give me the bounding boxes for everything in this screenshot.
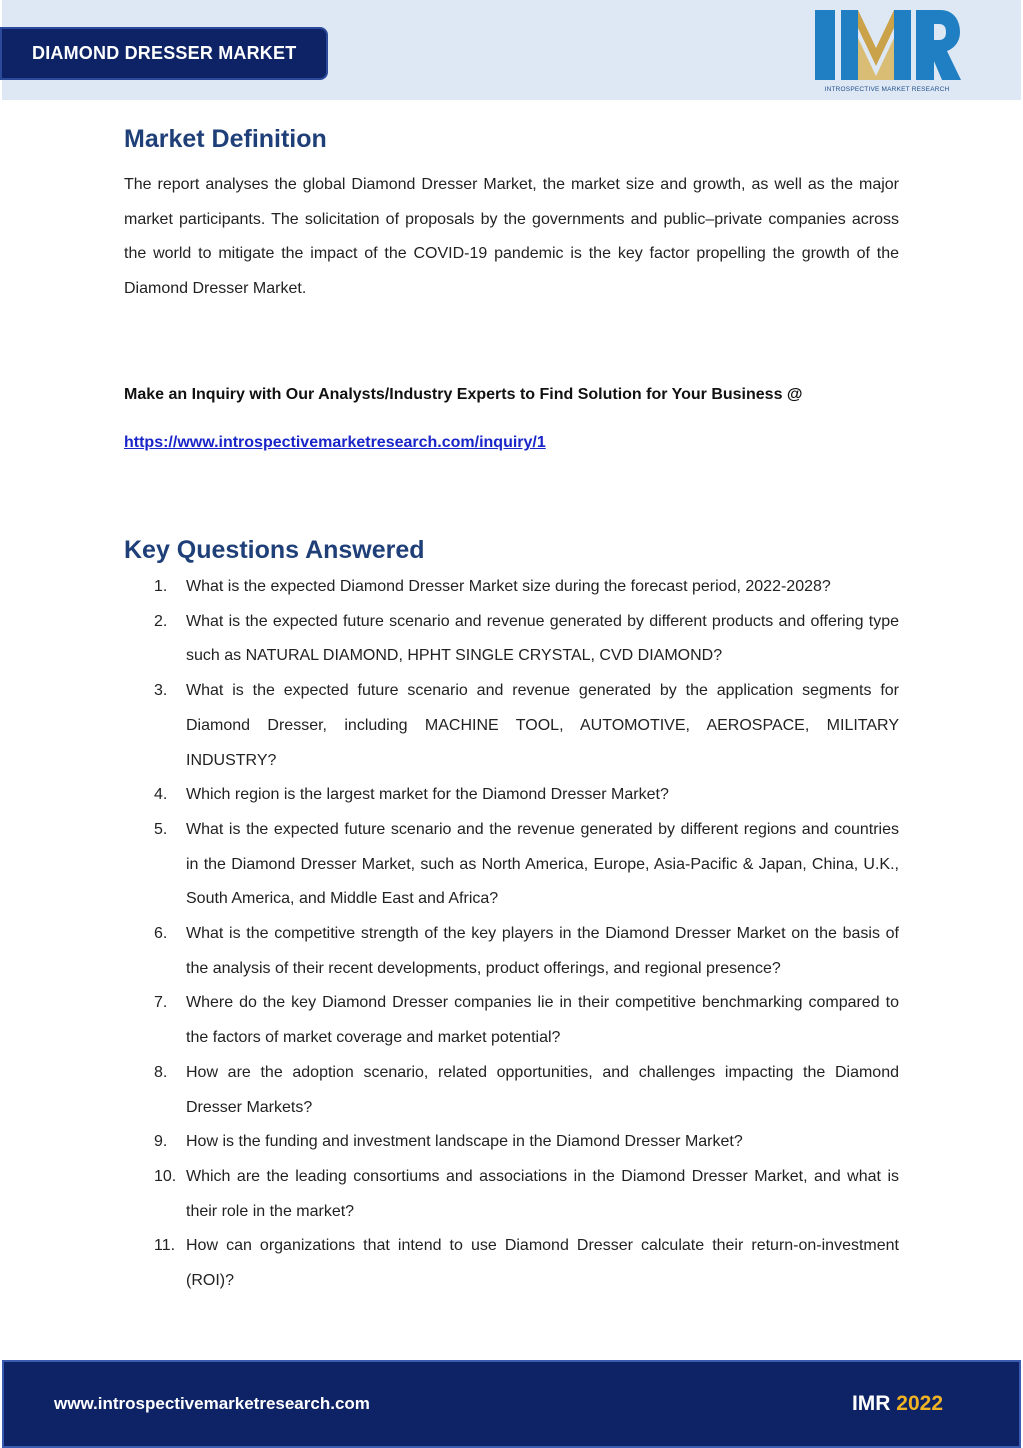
market-definition-body: The report analyses the global Diamond Dresser Market, the market size and growth, as well as the major market participants. The solicitation of proposals by the governments and public–private companies across the world to mitigate the impact of the COVID-19 pandemic is the key factor propelling the growth of the Diamond Dresser Market. — [124, 176, 899, 298]
list-item-number: 3. — [154, 682, 168, 700]
list-item — [124, 1229, 899, 1298]
list-item-number: 5. — [154, 820, 168, 838]
list-item-number: 8. — [154, 1063, 168, 1081]
list-item — [124, 917, 899, 986]
list-item — [124, 813, 899, 917]
list-item-number: 7. — [154, 994, 168, 1012]
list-item — [124, 1160, 899, 1229]
list-item-text: How are the adoption scenario, related opportunities, and challenges impacting the Diamond Dresser Markets? — [186, 1063, 899, 1116]
list-item-text: How is the funding and investment landscape in the Diamond Dresser Market? — [186, 1133, 743, 1151]
list-item — [124, 1125, 899, 1160]
imr-logo-mark — [812, 8, 962, 88]
list-item-text: Where do the key Diamond Dresser companies lie in their competitive benchmarking compared to the factors of market coverage and market potential? — [186, 994, 899, 1047]
list-item — [124, 570, 899, 605]
document-title-badge — [0, 27, 328, 80]
list-item — [124, 605, 899, 674]
list-item — [124, 778, 899, 813]
list-item-number: 2. — [154, 612, 168, 630]
list-item — [124, 674, 899, 778]
list-item-text: What is the expected future scenario and revenue generated by the application segments for Diamond Dresser, including MACHINE TOOL, AUTOMOTIVE, AEROSPACE, MILITARY INDUSTRY? — [186, 682, 899, 769]
imr-logo — [812, 8, 962, 96]
list-item-text: Which region is the largest market for the Diamond Dresser Market? — [186, 786, 669, 804]
list-item-text: Which are the leading consortiums and associations in the Diamond Dresser Market, and what is their role in the market? — [186, 1167, 899, 1220]
inquiry-text: Make an Inquiry with Our Analysts/Industry Experts to Find Solution for Your Business @ — [124, 386, 803, 403]
list-item — [124, 986, 899, 1055]
list-item-number: 11. — [154, 1237, 176, 1255]
inquiry-link[interactable]: https://www.introspectivemarketresearch.com/inquiry/1 — [124, 434, 546, 451]
market-definition-heading: Market Definition — [124, 125, 327, 153]
list-item-number: 6. — [154, 925, 168, 943]
footer-bar — [2, 1360, 1021, 1448]
list-item-text: What is the competitive strength of the key players in the Diamond Dresser Market on the basis of the analysis of their recent developments, product offerings, and regional presence? — [186, 925, 899, 977]
list-item — [124, 1056, 899, 1125]
list-item-number: 1. — [154, 578, 168, 595]
list-item-text: What is the expected Diamond Dresser Market size during the forecast period, 2022-2028? — [186, 578, 831, 595]
list-item-number: 9. — [154, 1133, 168, 1151]
list-item-text: What is the expected future scenario and the revenue generated by different regions and countries in the Diamond Dresser Market, such as North America, Europe, Asia-Pacific & Japan, China, U.K., South America, and Middle East and Africa? — [186, 820, 899, 908]
list-item-number: 4. — [154, 786, 168, 804]
footer-website-link[interactable]: www.introspectivemarketresearch.com — [54, 1394, 370, 1413]
list-item-number: 10. — [154, 1167, 177, 1185]
key-questions-heading: Key Questions Answered — [124, 536, 425, 564]
key-questions-list — [124, 570, 899, 1299]
footer-year: 2022 — [896, 1392, 943, 1415]
footer-brand — [852, 1392, 943, 1416]
document-title: DIAMOND DRESSER MARKET — [32, 43, 297, 63]
footer-brand-name: IMR — [851, 1392, 891, 1415]
list-item-text: How can organizations that intend to use Diamond Dresser calculate their return-on-investment (ROI)? — [186, 1237, 899, 1290]
logo-caption: INTROSPECTIVE MARKET RESEARCH — [824, 86, 950, 93]
list-item-text: What is the expected future scenario and revenue generated by different products and offering type such as NATURAL DIAMOND, HPHT SINGLE CRYSTAL, CVD DIAMOND? — [186, 612, 899, 665]
